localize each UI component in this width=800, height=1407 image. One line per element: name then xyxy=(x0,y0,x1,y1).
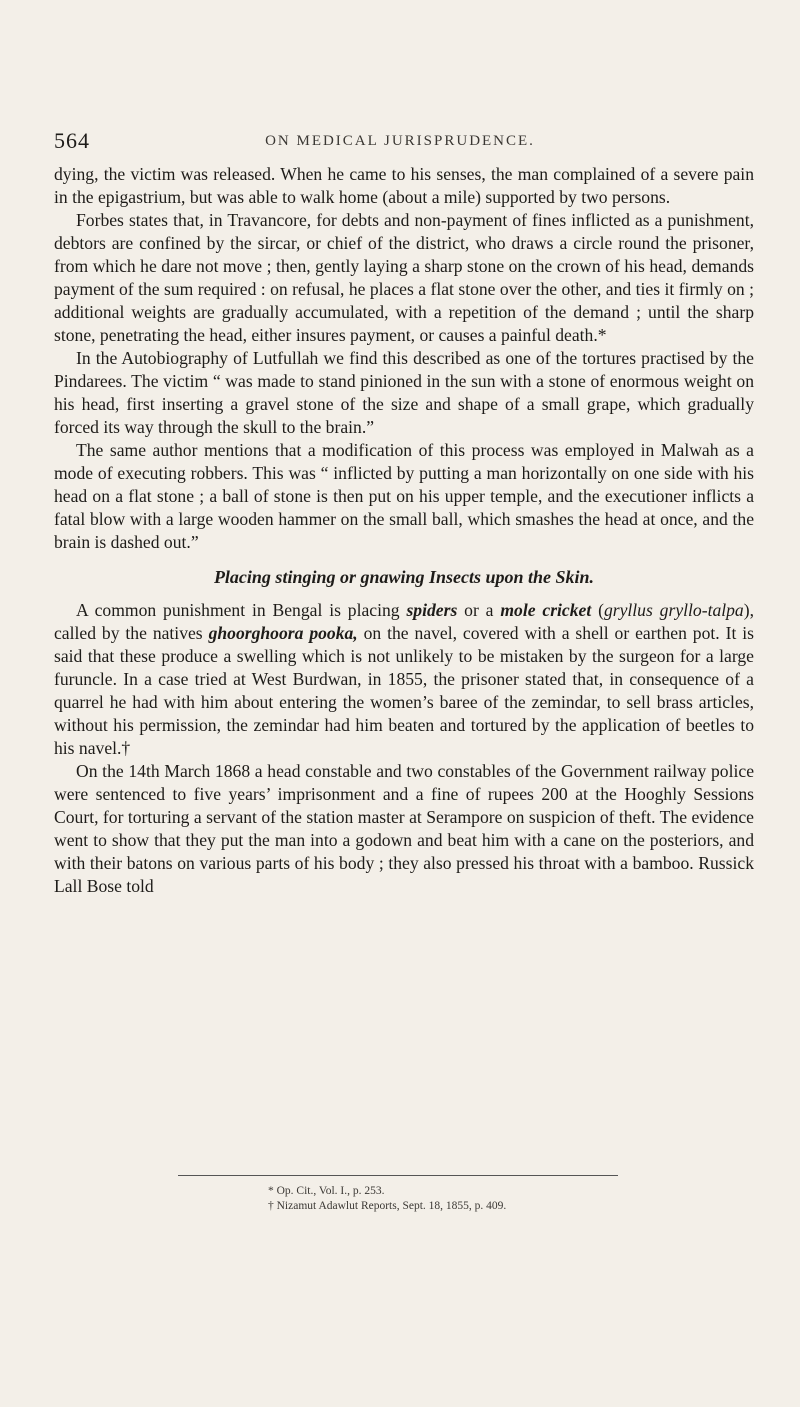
footnote-2: † Nizamut Adawlut Reports, Sept. 18, 1855, p. 409. xyxy=(268,1200,507,1212)
p5-mole-cricket: mole cricket xyxy=(500,600,592,620)
p5-text-a: A common punishment in Bengal is placing xyxy=(76,600,407,620)
p5-text-c: ( xyxy=(591,600,604,620)
running-head: ON MEDICAL JURISPRUDENCE. xyxy=(265,133,535,149)
footnotes xyxy=(268,1184,506,1214)
p5-text-b: or a xyxy=(457,600,501,620)
paragraph-2: Forbes states that, in Travancore, for debts and non-payment of fines inflicted as a punishment, debtors are confined by the sircar, or chief of the district, who draws a circle round the prisoner, from which he dare not move ; then, gently laying a sharp stone on the crown of his head, demands payment of the sum required : on refusal, he places a flat stone over the other, and ties it firmly on ; additional weights are gradually accumulated, with a repetition of the demand ; until the sharp stone, penetrating the head, either insures payment, or causes a painful death.* xyxy=(54,210,754,345)
paragraph-5 xyxy=(54,599,754,760)
section-heading: Placing stinging or gnawing Insects upon the Skin. xyxy=(213,567,595,587)
p5-text-d: ), called by the natives xyxy=(54,600,754,643)
p5-native-name: ghoorghoora pooka, xyxy=(208,623,358,643)
page-header xyxy=(54,128,746,158)
page-number: 564 xyxy=(54,128,90,153)
footnote-1: * Op. Cit., Vol. I., p. 253. xyxy=(268,1185,385,1197)
paragraph-1: dying, the victim was released. When he came to his senses, the man complained of a severe pain in the epigastrium, but was able to walk home (about a mile) supported by two persons. xyxy=(54,164,754,207)
paragraph-3: In the Autobiography of Lutfullah we find this described as one of the tortures practised by the Pindarees. The victim “ was made to stand pinioned in the sun with a stone of enormous weight on his head, first inserting a gravel stone of the size and shape of a small grape, which gradually forced its way through the skull to the brain.” xyxy=(54,348,754,437)
paragraph-6: On the 14th March 1868 a head constable and two constables of the Government railway police were sentenced to five years’ imprisonment and a fine of rupees 200 at the Hooghly Sessions Court, for torturing a servant of the station master at Serampore on suspicion of theft. The evidence went to show that they put the man into a godown and beat him with a cane on the posteriors, and with their batons on various parts of his body ; they also pressed his throat with a bamboo. Russick Lall Bose told xyxy=(54,761,754,896)
p5-spiders: spiders xyxy=(406,600,458,620)
p5-latin-name: gryllus gryllo-talpa xyxy=(603,600,744,620)
body-text xyxy=(54,163,754,898)
footnote-divider xyxy=(178,1175,618,1176)
paragraph-4: The same author mentions that a modification of this process was employed in Malwah as a mode of executing robbers. This was “ inflicted by putting a man horizontally on one side with his head on a flat stone ; a ball of stone is then put on his upper temple, and the executioner inflicts a fatal blow with a large wooden hammer on the small ball, which smashes the head at once, and the brain is dashed out.” xyxy=(54,440,754,552)
p5-text-e: on the navel, covered with a shell or earthen pot. It is said that these produce a swelling which is not unlikely to be mistaken by the surgeon for a large furuncle. In a case tried at West Burdwan, in 1855, the prisoner stated that, in consequence of a quarrel he had with him about entering the women’s baree of the zemindar, to sell brass articles, without his permission, the zemindar had him beaten and tortured by the application of beetles to his navel.† xyxy=(54,623,754,758)
